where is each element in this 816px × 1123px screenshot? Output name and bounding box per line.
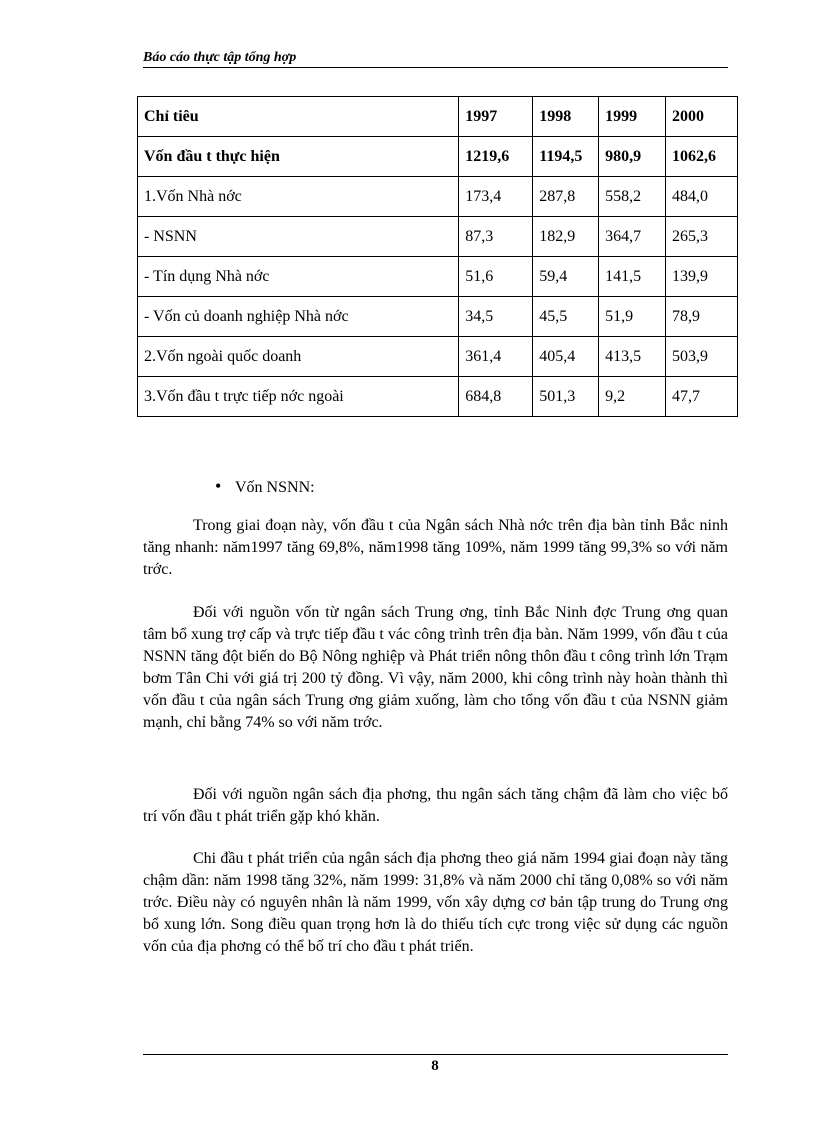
table-row (138, 337, 738, 377)
table-header-row (138, 97, 738, 137)
page-header (143, 50, 728, 68)
table-cell: 9,2 (599, 377, 666, 417)
table-cell: 139,9 (666, 257, 738, 297)
table-cell: 413,5 (599, 337, 666, 377)
table-cell: 501,3 (533, 377, 599, 417)
table-row (138, 377, 738, 417)
table-cell: 1194,5 (533, 137, 599, 177)
table-header-cell: Chỉ tiêu (138, 97, 459, 137)
table-header-cell: 1999 (599, 97, 666, 137)
investment-table (137, 96, 738, 417)
table-row (138, 137, 738, 177)
table-cell: 484,0 (666, 177, 738, 217)
table-cell: 2.Vốn ngoài quốc doanh (138, 337, 459, 377)
table-cell: 684,8 (459, 377, 533, 417)
table-cell: 405,4 (533, 337, 599, 377)
table-row (138, 257, 738, 297)
bullet-item (215, 476, 315, 498)
paragraph: Chi đầu t phát triển của ngân sách địa phơng theo giá năm 1994 giai đoạn này tăng chậm dần: năm 1998 tăng 32%, năm 1999: 31,8% và năm 2000 chỉ tăng 0,08% so với năm trớc. Điều này có nguyên nhân là năm 1999, vốn xây dựng cơ bản tập trung do Trung ơng bổ xung lớn. Song điều quan trọng hơn là do thiếu tích cực trong việc sử dụng các nguồn vốn của địa phơng có thể bố trí cho đầu t phát triển. (143, 850, 728, 955)
bullet-icon: • (215, 476, 222, 496)
table-cell: 34,5 (459, 297, 533, 337)
table-cell: 1.Vốn Nhà nớc (138, 177, 459, 217)
footer-divider (143, 1054, 728, 1055)
table-header-cell: 2000 (666, 97, 738, 137)
table-cell: 78,9 (666, 297, 738, 337)
bullet-text: Vốn NSNN: (235, 479, 315, 496)
table-row (138, 297, 738, 337)
table-cell: 51,9 (599, 297, 666, 337)
table-row (138, 217, 738, 257)
table-cell: 287,8 (533, 177, 599, 217)
table-row (138, 177, 738, 217)
page-number: 8 (431, 1058, 439, 1074)
table-cell: Vốn đầu t thực hiện (138, 137, 459, 177)
table-cell: 3.Vốn đầu t trực tiếp nớc ngoài (138, 377, 459, 417)
table-cell: 51,6 (459, 257, 533, 297)
table-cell: 503,9 (666, 337, 738, 377)
paragraph: Trong giai đoạn này, vốn đầu t của Ngân sách Nhà nớc trên địa bàn tỉnh Bắc ninh tăng nhanh: năm1997 tăng 69,8%, năm1998 tăng 109%, năm 1999 tăng 99,3% so với năm trớc. (143, 517, 728, 578)
table-cell: 87,3 (459, 217, 533, 257)
table-cell: 558,2 (599, 177, 666, 217)
table-cell: - Vốn củ doanh nghiệp Nhà nớc (138, 297, 459, 337)
table-cell: 59,4 (533, 257, 599, 297)
paragraph: Đối với nguồn vốn từ ngân sách Trung ơng, tỉnh Bắc Ninh đợc Trung ơng quan tâm bổ xung trợ cấp và trực tiếp đầu t vác công trình trên địa bàn. Năm 1999, vốn đầu t của NSNN tăng đột biến do Bộ Nông nghiệp và Phát triển nông thôn đầu t công trình lớn Trạm bơm Tân Chi với giá trị 200 tỷ đồng. Vì vậy, năm 2000, khi công trình này hoàn thành thì vốn đầu t của ngân sách Trung ơng giảm xuống, làm cho tổng vốn đầu t của NSNN giảm mạnh, chỉ bằng 74% so với năm trớc. (143, 604, 728, 731)
table-cell: 182,9 (533, 217, 599, 257)
paragraph: Đối với nguồn ngân sách địa phơng, thu ngân sách tăng chậm đã làm cho việc bố trí vốn đầu t phát triển gặp khó khăn. (143, 786, 728, 825)
table-cell: - NSNN (138, 217, 459, 257)
table-cell: 1219,6 (459, 137, 533, 177)
table-cell: - Tín dụng Nhà nớc (138, 257, 459, 297)
table-cell: 361,4 (459, 337, 533, 377)
table-cell: 173,4 (459, 177, 533, 217)
table-cell: 980,9 (599, 137, 666, 177)
table-cell: 265,3 (666, 217, 738, 257)
table-cell: 45,5 (533, 297, 599, 337)
table-header-cell: 1998 (533, 97, 599, 137)
table-header-cell: 1997 (459, 97, 533, 137)
table-cell: 47,7 (666, 377, 738, 417)
table-cell: 364,7 (599, 217, 666, 257)
table-cell: 1062,6 (666, 137, 738, 177)
table-cell: 141,5 (599, 257, 666, 297)
header-title: Báo cáo thực tập tổng hợp (143, 50, 297, 65)
